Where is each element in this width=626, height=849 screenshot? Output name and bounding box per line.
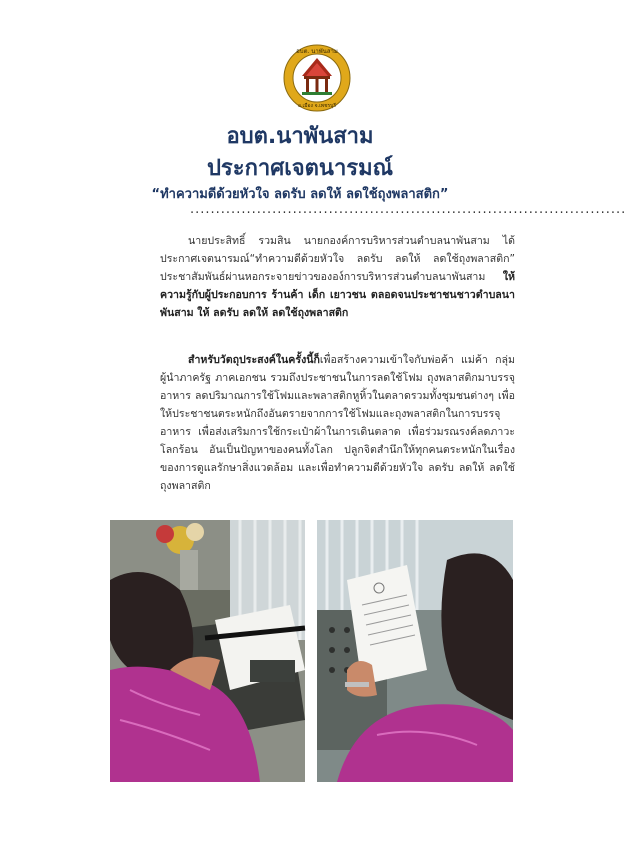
paragraph-objectives-text: เพื่อสร้างความเข้าใจกับพ่อค้า แม่ค้า กลุ่มผู้นำภาครัฐ ภาคเอกชน รวมถึงประชาชนในการลดใช้โฟม ถุงพลาสติกมาบรรจุอาหาร ลดปริมาณการใช้โฟมและพลาสติกหูหิ้วในตลาดรวมทั้งชุมชนต่างๆ เพื่อให้ประชาชนตระหนักถึงอันตรายจากการใช้โฟมและถุงพลาสติกในการบรรจุอาหาร เพื่อส่งเสริมการใช้กระเป๋าผ้าในการเดินตลาด เพื่อร่วมรณรงค์ลดภาวะโลกร้อน อันเป็นปัญหาของคนทั้งโลก ปลูกจิตสำนึกให้ทุกคนตระหนักในเรื่องของการดูแลรักษาสิ่งแวดล้อม และเพื่อทำความดีด้วยหัวใจ ลดรับ ลดให้ ลดใช้ถุงพลาสติก [160, 354, 515, 492]
seal-icon [282, 43, 352, 113]
photo-reading-announcement-at-desk [110, 520, 305, 782]
paragraph-introduction-bold: ให้ความรู้กับผู้ประกอบการ ร้านค้า เด็ก เยาวชน ตลอดจนประชาชนชาวตำบลนาพันสาม ให้ ลดรับ ลดให้ ลดใช้ถุงพลาสติก [160, 271, 515, 319]
announcement-title: ประกาศเจตนารมณ์ [206, 156, 394, 181]
dotted-divider: ..................................................................................... [190, 202, 626, 217]
paragraph-objectives-bold: สำหรับวัตถุประสงค์ในครั้งนี้ก็ [188, 354, 320, 366]
announcement-slogan: “ทำความดีด้วยหัวใจ ลดรับ ลดให้ ลดใช้ถุงพลาสติก” [151, 187, 449, 202]
organization-seal-logo [282, 43, 352, 113]
paragraph-introduction [160, 232, 515, 322]
paragraph-introduction-text: นายประสิทธิ์ รวมสิน นายกองค์การบริหารส่วนตำบลนาพันสาม ได้ประกาศเจตนารมณ์“ทำความดีด้วยหัวใจ ลดรับ ลดให้ ลดใช้ถุงพลาสติก” ประชาสัมพันธ์ผ่านหอกระจายข่าวขององ์การบริหารส่วนตำบลนาพันสาม [160, 235, 515, 283]
svg-text:อบต. นาพันสาม: อบต. นาพันสาม [296, 48, 338, 55]
paragraph-objectives [160, 351, 515, 495]
svg-text:อ.เมือง จ.เพชรบุรี: อ.เมือง จ.เพชรบุรี [297, 103, 337, 109]
organization-title: อบต.นาพันสาม [226, 124, 374, 149]
photo-holding-announcement-paper [317, 520, 513, 782]
